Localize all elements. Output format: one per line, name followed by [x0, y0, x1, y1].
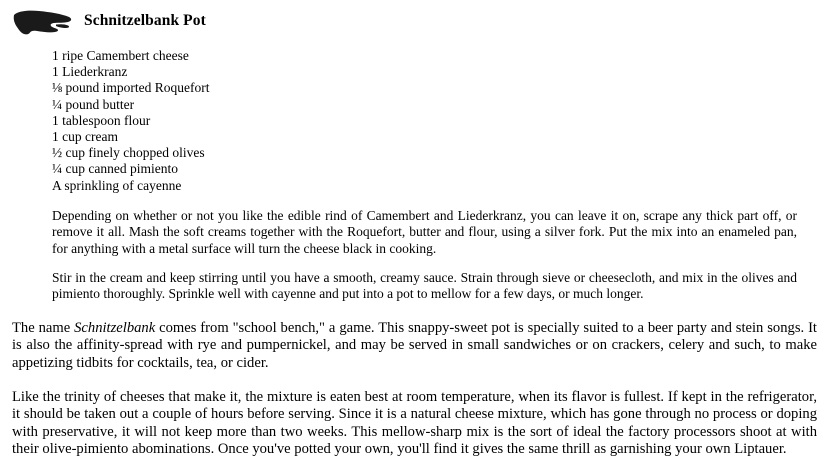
- list-item: A sprinkling of cayenne: [52, 177, 182, 193]
- body-paragraph-2: Like the trinity of cheeses that make it, the mixture is eaten best at room temperature, when its flavor is fullest. If kept in the refrigerator, it should be taken out a couple of hours before serving. Since it is a natural cheese mixture, which has gone through no process or doping with preservative, it will not keep more than two weeks. This mellow-sharp mix is the sort of ideal the factory processors shoot at with their olive-pimiento abominations. Once you've potted your own, you'll find it gives the same thrill as garnishing your own Liptauer.: [12, 388, 817, 458]
- decorative-brushstroke-ornament: [12, 10, 74, 40]
- list-item: ⅛ pound imported Roquefort: [52, 80, 210, 96]
- list-item: ¼ pound butter: [52, 96, 135, 112]
- recipe-body: [52, 48, 797, 303]
- recipe-method-paragraph-2: Stir in the cream and keep stirring until you have a smooth, creamy sauce. Strain through sieve or cheesecloth, and mix in the olives and pimiento thoroughly. Sprinkle well with cayenne and put into a pot to mellow for a few days, or much longer.: [52, 270, 797, 302]
- list-item: 1 cup cream: [52, 129, 118, 145]
- list-item: ½ cup finely chopped olives: [52, 145, 205, 161]
- paragraph-1-lead: The name: [12, 319, 75, 336]
- recipe-method-paragraph-1: Depending on whether or not you like the edible rind of Camembert and Liederkranz, you can leave it on, scrape any thick part off, or remove it all. Mash the soft creams together with the Roquefort, butter and flour, using a silver fork. Put the mix into an enameled pan, for anything with a metal surface will turn the cheese black in cooking.: [52, 207, 797, 256]
- recipe-title: Schnitzelbank Pot: [84, 12, 206, 29]
- list-item: 1 tablespoon flour: [52, 112, 151, 128]
- ingredient-list: [52, 48, 797, 194]
- recipe-header: [12, 8, 817, 42]
- list-item: ¼ cup canned pimiento: [52, 161, 178, 177]
- list-item: 1 ripe Camembert cheese: [52, 48, 189, 63]
- body-paragraph-1: [12, 320, 817, 373]
- list-item: 1 Liederkranz: [52, 64, 128, 80]
- paragraph-1-italic-term: Schnitzelbank: [74, 319, 156, 336]
- paragraph-1-rest: comes from "school bench," a game. This snappy-sweet pot is specially suited to a beer party and stein songs. It is also the affinity-spread with rye and pumpernickel, and may be served in small sandwiches or on crackers, celery and such, to make appetizing tidbits for cocktails, tea, or cider.: [12, 319, 817, 372]
